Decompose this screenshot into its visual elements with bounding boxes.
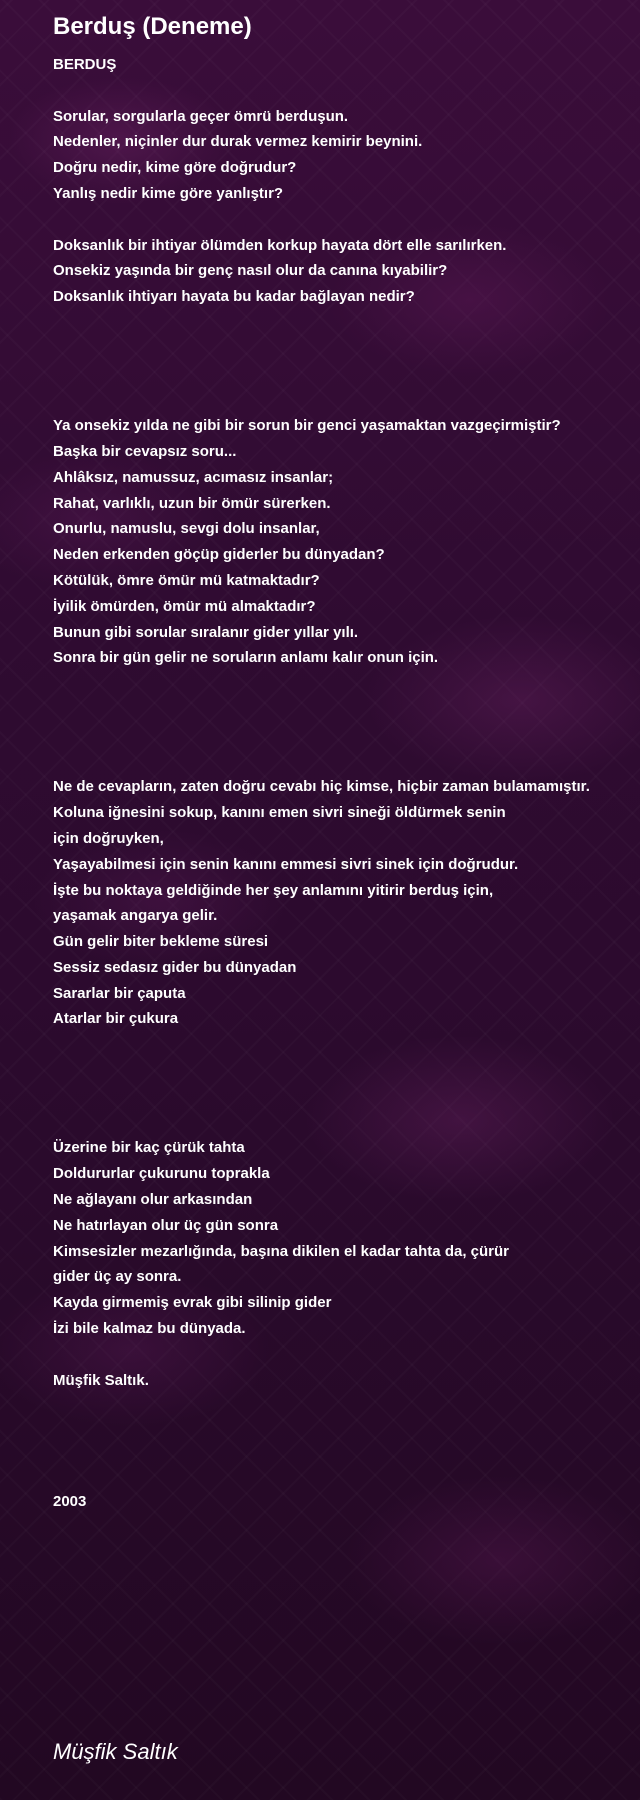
poem-line: Ya onsekiz yılda ne gibi bir sorun bir genci yaşamaktan vazgeçirmiştir? [53, 417, 561, 435]
poem-line: Nedenler, niçinler dur durak vermez kemirir beynini. [53, 133, 423, 151]
poem-blank-line [53, 78, 633, 104]
poem-blank-line [53, 310, 633, 336]
poem-blank-line [53, 1342, 633, 1368]
poem-line: Doksanlık bir ihtiyar ölümden korkup hayata dört elle sarılırken. [53, 236, 507, 254]
poem-blank-line [53, 1058, 633, 1084]
poem-blank-line [53, 387, 633, 413]
poem-line: Kimsesizler mezarlığında, başına dikilen el kadar tahta da, çürür [53, 1242, 509, 1260]
poem-line: Onurlu, namuslu, sevgi dolu insanlar, [53, 520, 320, 538]
poem-line: Sonra bir gün gelir ne soruların anlamı kalır onun için. [53, 649, 439, 667]
poem-line: Ne hatırlayan olur üç gün sonra [53, 1216, 279, 1234]
poem-body [53, 52, 633, 1393]
poem-line: Rahat, varlıklı, uzun bir ömür sürerken. [53, 494, 331, 512]
poem-line: İyilik ömürden, ömür mü almaktadır? [53, 597, 316, 615]
poem-line: Onsekiz yaşında bir genç nasıl olur da canına kıyabilir? [53, 262, 448, 280]
poem-line: BERDUŞ [53, 56, 117, 73]
poem-blank-line [53, 1110, 633, 1136]
author-signature: Müşfik Saltık [53, 1739, 178, 1764]
poem-line: İzi bile kalmaz bu dünyada. [53, 1320, 246, 1338]
poem-line: Neden erkenden göçüp giderler bu dünyadan? [53, 546, 385, 564]
poem-line: Doksanlık ihtiyarı hayata bu kadar bağlayan nedir? [53, 288, 415, 306]
poem-line: Yaşayabilmesi için senin kanını emmesi sivri sinek için doğrudur. [53, 855, 519, 873]
poem-line: Doldururlar çukurunu toprakla [53, 1165, 270, 1183]
poem-line: Doğru nedir, kime göre doğrudur? [53, 159, 297, 177]
poem-line: gider üç ay sonra. [53, 1268, 182, 1286]
poem-blank-line [53, 749, 633, 775]
poem-line: Sararlar bir çaputa [53, 984, 186, 1002]
poem-line: Yanlış nedir kime göre yanlıştır? [53, 184, 284, 202]
poem-line: Sessiz sedasız gider bu dünyadan [53, 958, 297, 976]
poem-year: 2003 [53, 1493, 87, 1510]
poem-line: Başka bir cevapsız soru... [53, 442, 237, 460]
poem-line: Bunun gibi sorular sıralanır gider yıllar yılı. [53, 623, 359, 641]
poem-line: Gün gelir biter bekleme süresi [53, 933, 269, 951]
poem-line: Sorular, sorgularla geçer ömrü berduşun. [53, 107, 349, 125]
poem-line: Kayda girmemiş evrak gibi silinip gider [53, 1294, 332, 1312]
poem-line: Kötülük, ömre ömür mü katmaktadır? [53, 571, 320, 589]
poem-blank-line [53, 697, 633, 723]
poem-line: Ne de cevapların, zaten doğru cevabı hiç kimse, hiçbir zaman bulamamıştır. [53, 778, 590, 796]
poem-line: Üzerine bir kaç çürük tahta [53, 1139, 245, 1157]
poem-blank-line [53, 336, 633, 362]
poem-blank-line [53, 362, 633, 388]
poem-line: İşte bu noktaya geldiğinde her şey anlamını yitirir berduş için, [53, 881, 494, 899]
poem-blank-line [53, 1084, 633, 1110]
poem-line: Atarlar bir çukura [53, 1010, 179, 1028]
poem-line: Ahlâksız, namussuz, acımasız insanlar; [53, 468, 334, 486]
poem-line: Koluna iğnesini sokup, kanını emen sivri sineği öldürmek senin [53, 804, 506, 822]
poem-line: yaşamak angarya gelir. [53, 907, 218, 925]
poem-line: Ne ağlayanı olur arkasından [53, 1191, 253, 1209]
page-title: Berduş (Deneme) [53, 13, 252, 40]
poem-blank-line [53, 207, 633, 233]
poem-line: Müşfik Saltık. [53, 1371, 149, 1389]
poem-blank-line [53, 1032, 633, 1058]
poem-blank-line [53, 671, 633, 697]
poem-line: için doğruyken, [53, 829, 164, 847]
poem-blank-line [53, 723, 633, 749]
